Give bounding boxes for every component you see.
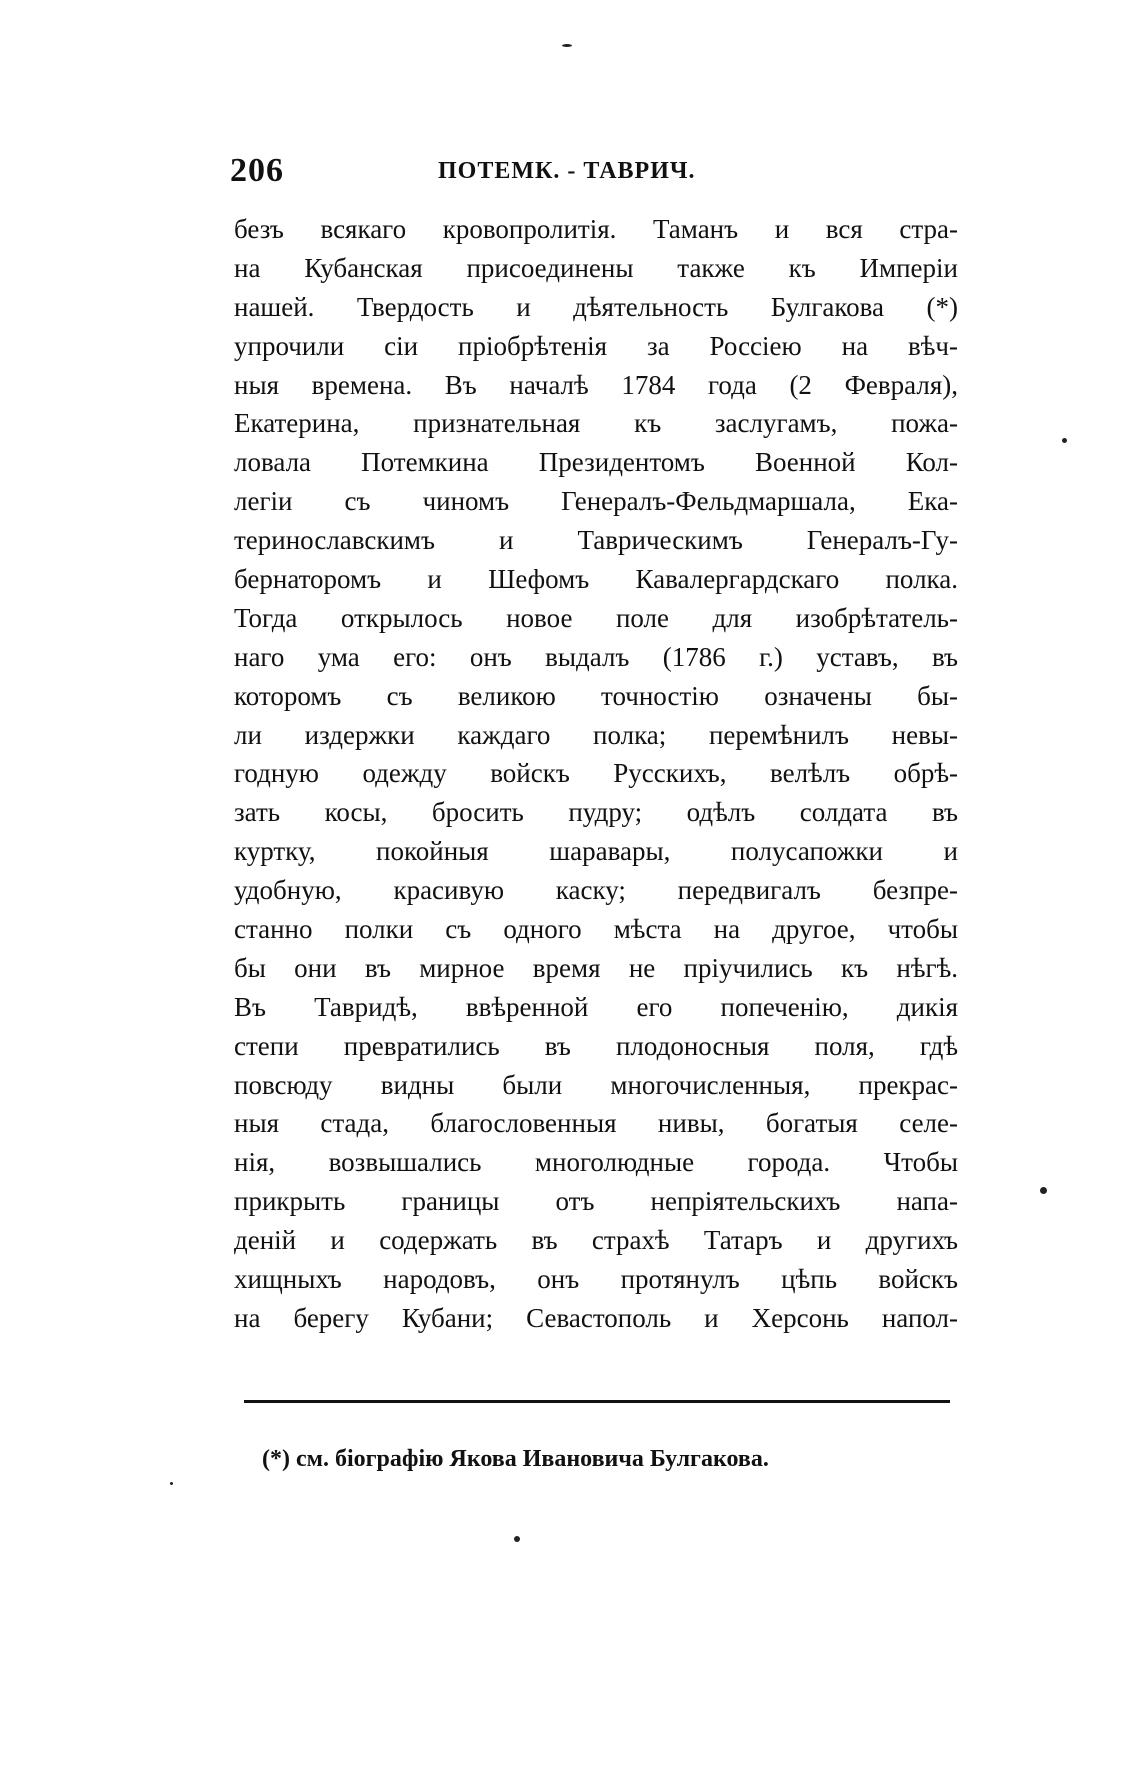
text-line: степи превратились въ плодоносныя поля, гдѣ <box>234 1030 958 1061</box>
scan-speck <box>562 44 572 47</box>
running-head <box>230 152 956 198</box>
scan-speck <box>1040 1187 1047 1194</box>
text-line: на берегу Кубани; Севастополь и Херсонь напол- <box>234 1302 958 1333</box>
text-line: повсюду видны были многочисленныя, прекрас- <box>234 1069 958 1100</box>
footnote-rule <box>244 1400 950 1403</box>
scan-speck <box>514 1536 520 1542</box>
text-line: хищныхъ народовъ, онъ протянулъ цѣпь войскъ <box>234 1264 958 1295</box>
body-text <box>234 210 958 1338</box>
text-line: бернаторомъ и Шефомъ Кавалергардскаго полка. <box>234 564 958 595</box>
scan-speck <box>170 1482 173 1485</box>
text-line: Въ Тавридѣ, ввѣренной его попеченію, дикія <box>234 991 958 1022</box>
text-line: нія, возвышались многолюдные города. Чтобы <box>234 1147 958 1178</box>
text-line: бы они въ мирное время не пріучились къ нѣгѣ. <box>234 952 958 983</box>
text-line: Екатерина, признательная къ заслугамъ, пожа- <box>234 408 958 439</box>
text-line: ныя стада, благословенныя нивы, богатыя селе- <box>234 1108 958 1139</box>
text-line: куртку, покойныя шаравары, полусапожки и <box>234 836 958 867</box>
text-line: ловала Потемкина Президентомъ Военной Кол- <box>234 447 958 478</box>
text-line: безъ всякаго кровопролитія. Таманъ и вся стра- <box>234 214 958 244</box>
text-line: нашей. Твердость и дѣятельность Булгакова (*) <box>234 291 958 322</box>
text-line: годную одежду войскъ Русскихъ, велѣлъ обрѣ- <box>234 758 958 789</box>
text-line: Тогда открылось новое поле для изобрѣтатель- <box>234 602 958 633</box>
text-line: теринославскимъ и Таврическимъ Генералъ-Гу- <box>234 525 958 556</box>
text-line: ныя времена. Въ началѣ 1784 года (2 Февраля), <box>234 369 958 400</box>
page-number: 206 <box>230 152 284 189</box>
text-line: легіи съ чиномъ Генералъ-Фельдмаршала, Ека- <box>234 486 958 517</box>
text-line: ли издержки каждаго полка; перемѣнилъ невы- <box>234 719 958 750</box>
text-line: прикрыть границы отъ непріятельскихъ напа- <box>234 1186 958 1217</box>
text-line: упрочили сіи пріобрѣтенія за Россіею на вѣч- <box>234 330 958 361</box>
text-line: зать косы, бросить пудру; одѣлъ солдата въ <box>234 797 958 828</box>
text-line: удобную, красивую каску; передвигалъ безпре- <box>234 875 958 906</box>
text-line: деній и содержать въ страхѣ Татаръ и другихъ <box>234 1225 958 1256</box>
footnote: (*) см. біографію Якова Ивановича Булгакова. <box>262 1446 769 1472</box>
text-line: наго ума его: онъ выдалъ (1786 г.) уставъ, въ <box>234 641 958 672</box>
running-title: ПОТЕМК. - ТАВРИЧ. <box>438 158 696 184</box>
text-line: станно полки съ одного мѣста на другое, чтобы <box>234 914 958 945</box>
text-line: которомъ съ великою точностію означены бы- <box>234 680 958 711</box>
text-line: на Кубанская присоединены также къ Имперіи <box>234 252 958 283</box>
scan-speck <box>1062 438 1067 443</box>
